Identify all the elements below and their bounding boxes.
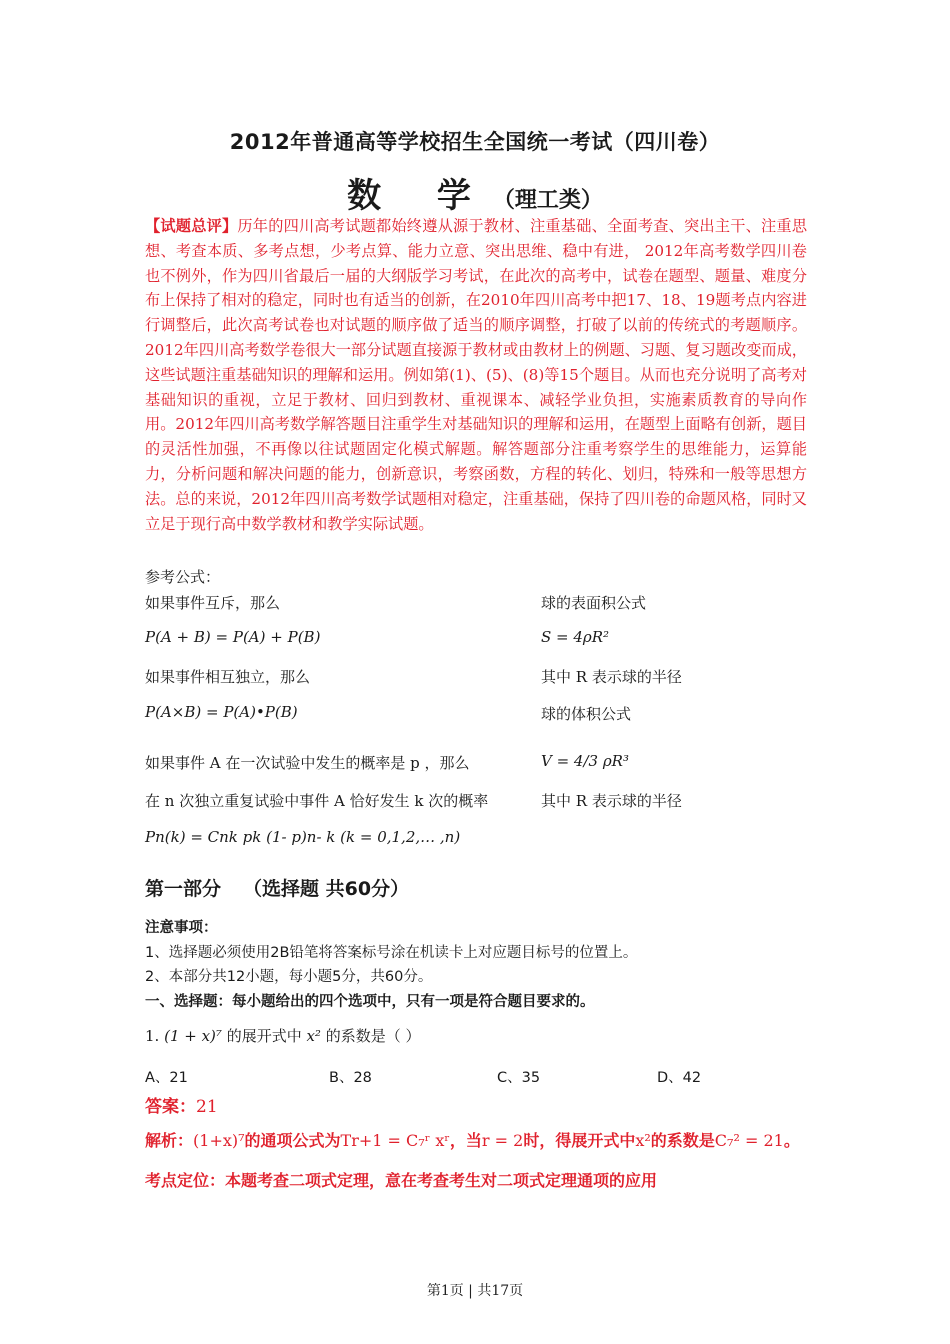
formula-left-f2: P(A×B) = P(A)•P(B) bbox=[145, 703, 298, 721]
point-label: 考点定位： bbox=[145, 1171, 226, 1190]
analysis-expr-4: x² bbox=[635, 1131, 651, 1150]
q1-x2: x² bbox=[306, 1027, 321, 1045]
formula-left-l2: 如果事件相互独立，那么 bbox=[145, 668, 311, 686]
notice-heading: 注意事项： bbox=[145, 920, 218, 936]
part1-name: 第一部分 bbox=[145, 878, 222, 900]
review-body: 历年的四川高考试题都始终遵从源于教材、注重基础、全面考查、突出主干、注重思想、考查本质、多考点想，少考点算、能力立意、突出思维、稳中有进， 2012年高考数学四川卷也不例外，作为四川省最后一届的大纲版学习考试，在此次的高考中，试卷在题型、题量、难度分布上保持了相对的稳定，同时也有适当的创新，在2010年四川高考中把17、18、19题考点内容进行调整后，此次高考试卷也对试题的顺序做了适当的顺序调整，打破了以前的传统式的考题顺序。2012年四川高考数学卷很大一部分试题直接源于教材或由教材上的例题、习题、复习题改变而成，这些试题注重基础知识的理解和运用。例如第(1)、(5)、(8)等15个题目。从而也充分说明了高考对基础知识的重视，立足于教材、回归到教材、重视课本、减轻学业负担，实施素质教育的导向作用。2012年四川高考数学解答题目注重学生对基础知识的理解和运用，在题型上面略有创新，题目的灵活性加强，不再像以往试题固定化模式解题。解答题部分注重考察学生的思维能力，运算能力，分析问题和解决问题的能力，创新意识，考察函数，方程的转化、划归，特殊和一般等思想方法。总的来说，2012年四川高考数学试题相对稳定，注重基础，保持了四川卷的命题风格，同时又立足于现行高中数学教材和教学实际试题。 bbox=[145, 217, 808, 533]
q1-option-c: C、35 bbox=[497, 1070, 541, 1086]
point-text: 本题考查二项式定理，意在考查考生对二项式定理通项的应用 bbox=[225, 1171, 658, 1190]
formula-left-f3: Pn(k) = Cnk pk (1- p)n- k (k = 0,1,2,… ,n) bbox=[145, 828, 461, 846]
question-1-stem bbox=[145, 1025, 421, 1046]
q1-analysis bbox=[145, 1128, 800, 1151]
formula-left-l3: 如果事件 A 在一次试验中发生的概率是 p ，那么 bbox=[145, 754, 470, 772]
q1-stem-mid: 的展开式中 bbox=[221, 1027, 307, 1045]
section-heading: 一、选择题：每小题给出的四个选项中，只有一项是符合题目要求的。 bbox=[145, 994, 595, 1010]
formula-right-l4: 其中 R 表示球的半径 bbox=[541, 792, 682, 810]
exam-title: 2012年普通高等学校招生全国统一考试（四川卷） bbox=[229, 130, 721, 154]
analysis-expr-3: r = 2 bbox=[481, 1131, 524, 1150]
analysis-text-1: 的通项公式为 bbox=[244, 1131, 341, 1150]
formula-right-f1: S = 4ρR² bbox=[541, 628, 610, 646]
analysis-text-3: 时，得展开式中 bbox=[523, 1131, 636, 1150]
analysis-end: 。 bbox=[783, 1131, 800, 1150]
q1-option-d: D、42 bbox=[657, 1070, 702, 1086]
formula-left-l1: 如果事件互斥，那么 bbox=[145, 594, 281, 612]
part1-title bbox=[145, 874, 409, 901]
q1-option-b: B、28 bbox=[329, 1070, 372, 1086]
q1-number: 1. bbox=[145, 1027, 165, 1045]
q1-option-a: A、21 bbox=[145, 1070, 188, 1086]
formula-left-l4: 在 n 次独立重复试验中事件 A 恰好发生 k 次的概率 bbox=[145, 792, 489, 810]
notice-2: 2、本部分共12小题，每小题5分，共60分。 bbox=[145, 969, 433, 985]
formula-right-f2: V = 4/3 ρR³ bbox=[541, 752, 629, 770]
formula-label: 参考公式： bbox=[145, 568, 221, 586]
part1-paren: （选择题 共60分） bbox=[243, 878, 410, 900]
formula-right-l3: 球的体积公式 bbox=[541, 705, 632, 723]
q1-expression: (1 + x)⁷ bbox=[164, 1027, 222, 1045]
review-paragraph bbox=[145, 214, 807, 536]
analysis-expr-1: (1+x)⁷ bbox=[193, 1131, 245, 1150]
formula-left-f1: P(A + B) = P(A) + P(B) bbox=[145, 628, 321, 646]
subject-type: （理工类） bbox=[492, 188, 603, 213]
analysis-expr-5: C₇² = 21 bbox=[714, 1131, 784, 1150]
analysis-expr-2: Tr+1 = C₇ʳ xʳ bbox=[340, 1131, 450, 1150]
analysis-text-4: 的系数是 bbox=[650, 1131, 715, 1150]
q1-stem-post: 的系数是（ ） bbox=[320, 1027, 421, 1045]
analysis-label: 解析： bbox=[145, 1131, 194, 1150]
review-head: 【试题总评】 bbox=[145, 217, 238, 235]
page-footer: 第1页 | 共17页 bbox=[426, 1283, 524, 1299]
formula-right-l2: 其中 R 表示球的半径 bbox=[541, 668, 682, 686]
answer-label: 答案： bbox=[145, 1097, 196, 1117]
exam-subject bbox=[0, 168, 950, 217]
analysis-text-2: ，当 bbox=[449, 1131, 482, 1150]
subject-name: 数 学 bbox=[347, 176, 493, 216]
answer-value: 21 bbox=[196, 1097, 218, 1117]
q1-knowledge-point bbox=[145, 1168, 657, 1191]
q1-answer bbox=[145, 1092, 218, 1117]
notice-1: 1、选择题必须使用2B铅笔将答案标号涂在机读卡上对应题目标号的位置上。 bbox=[145, 945, 638, 961]
formula-right-l1: 球的表面积公式 bbox=[541, 594, 647, 612]
